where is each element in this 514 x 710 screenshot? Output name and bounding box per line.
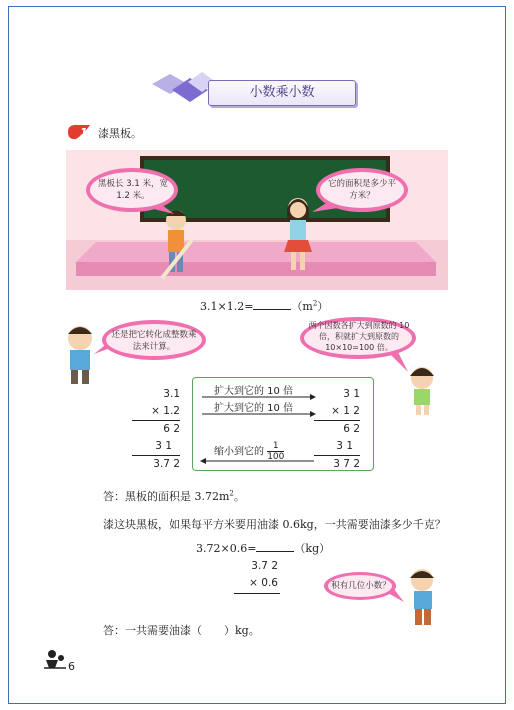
area-equation (200, 298, 328, 314)
girl-dialog-bubble: 两个因数各扩大到原数的 10 倍，积就扩大到原数的 10×10=100 倍。 (308, 321, 410, 352)
page-number: 6 (68, 660, 75, 673)
paint-equation (196, 540, 330, 556)
right-calc-row5: 3 7 2 (333, 458, 360, 470)
classroom-illustration (66, 150, 448, 290)
area-answer-blank (253, 299, 291, 310)
paint-answer-blank (256, 541, 294, 552)
shrink-fraction (267, 441, 284, 462)
paint-calc-row1: 3.7 2 (251, 560, 278, 572)
left-calc-line2 (132, 455, 180, 456)
answer1-sup: 2 (229, 489, 234, 498)
paint-unit: （kg） (294, 542, 331, 555)
girl-speech-bubble: 它的面积是多少平方米？ (327, 179, 396, 201)
shrink-label-text: 缩小到它的 (214, 446, 264, 458)
paint-equation-text: 3.72×0.6= (196, 542, 257, 555)
boy-question-bubble: 积有几位小数？ (331, 581, 391, 591)
page-corner-icon (42, 646, 68, 672)
left-calc-row5: 3.7 2 (153, 458, 180, 470)
answer1-suffix: 。 (233, 490, 245, 503)
area-unit: （m (291, 300, 313, 313)
problem-number-icon (64, 122, 94, 142)
right-calc-line1 (314, 420, 360, 421)
left-calc-row3: 6 2 (163, 423, 180, 435)
area-equation-text: 3.1×1.2= (200, 300, 254, 313)
expand-label-2: 扩大到它的 10 倍 (214, 403, 294, 414)
left-calc-line1 (132, 420, 180, 421)
boy-dialog-bubble: 还是把它转化成整数乘法来计算。 (111, 330, 197, 352)
problem1-heading: 漆黑板。 (98, 127, 142, 140)
left-calc-row4: 3 1 (155, 440, 172, 452)
answer2-prefix: 答：一共需要油漆（ (103, 624, 202, 637)
lesson-title: 小数乘小数 (208, 80, 356, 106)
answer1-text: 答：黑板的面积是 3.72m (103, 490, 230, 503)
area-unit-close: ） (317, 300, 329, 313)
right-calc-row2: × 1 2 (331, 405, 360, 417)
boy-speech-bubble: 黑板长 3.1 米，宽 1.2 米。 (98, 179, 168, 201)
shrink-fraction-num: 1 (267, 441, 284, 452)
boy-question-illustration (324, 562, 450, 634)
shrink-fraction-den: 100 (267, 452, 285, 462)
right-calc-row3: 6 2 (343, 423, 360, 435)
svg-text:1: 1 (80, 126, 88, 139)
answer2 (103, 622, 260, 638)
left-calc-row2: × 1.2 (151, 405, 180, 417)
problem2-question: 漆这块黑板，如果每平方米要用油漆 0.6kg，一共需要油漆多少千克？ (103, 518, 446, 531)
left-calc-row1: 3.1 (163, 388, 180, 400)
paint-calc-row2: × 0.6 (249, 577, 278, 589)
right-calc-line2 (314, 455, 360, 456)
answer2-suffix: ）kg。 (224, 624, 260, 637)
area-unit-sup: 2 (312, 299, 318, 308)
right-calc-row1: 3 1 (343, 388, 360, 400)
shrink-label (214, 441, 284, 462)
expand-label-1: 扩大到它的 10 倍 (214, 386, 294, 397)
paint-calc-line (234, 593, 280, 594)
right-calc-row4: 3 1 (336, 440, 353, 452)
answer1 (103, 488, 245, 504)
